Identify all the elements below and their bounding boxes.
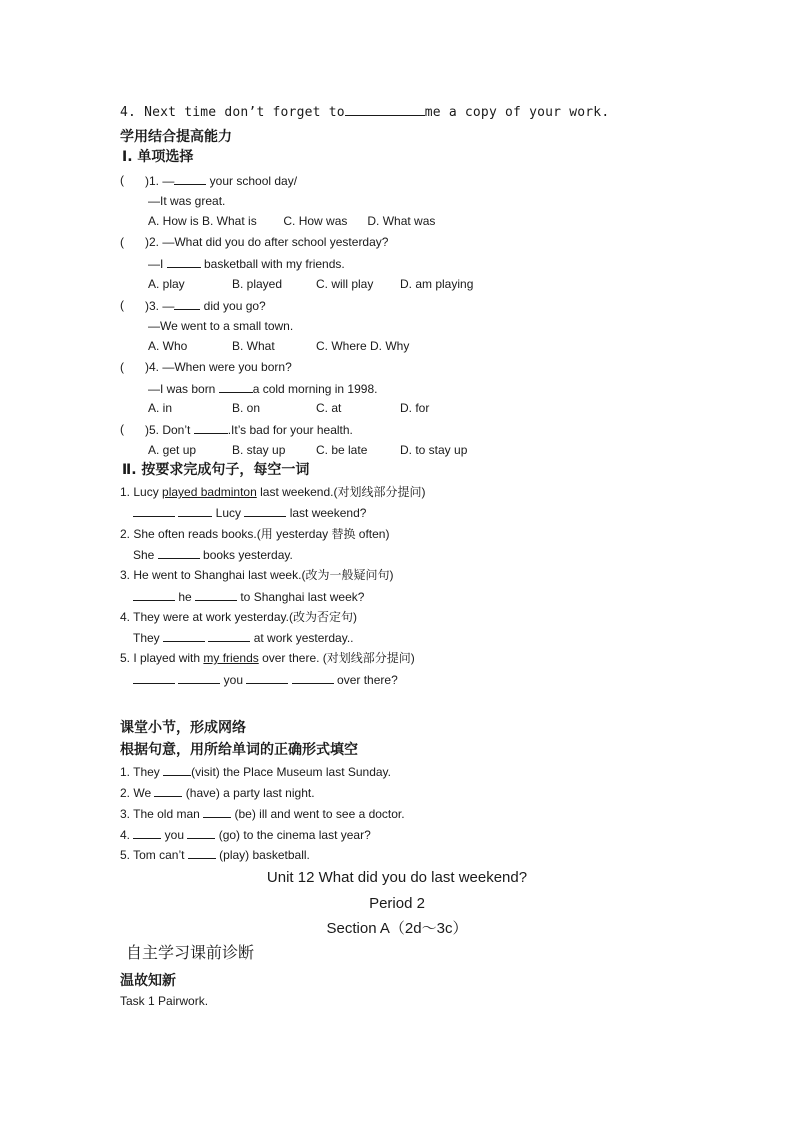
q5-option-a: A. get up bbox=[148, 443, 197, 457]
q2-option-d: D. am playing bbox=[400, 277, 474, 291]
q5-line: )5. Don’t .It’s bad for your health. bbox=[145, 423, 353, 437]
q3-option-c: C. Where D. Why bbox=[316, 339, 410, 353]
q5-option-c: C. be late bbox=[316, 443, 368, 457]
q1-line: )1. — your school day/ bbox=[145, 174, 298, 188]
q2-answer: —I basketball with my friends. bbox=[148, 257, 345, 271]
answer-blank[interactable] bbox=[154, 784, 182, 797]
q3-option-a: A. Who bbox=[148, 339, 188, 353]
answer-blank[interactable] bbox=[345, 103, 425, 116]
answer-blank[interactable] bbox=[246, 671, 288, 684]
q1-options: A. How is B. What is C. How was D. What was bbox=[148, 214, 436, 228]
part2-title: Ⅱ. 按要求完成句子，每空一词 bbox=[122, 462, 310, 478]
answer-blank[interactable] bbox=[167, 255, 201, 268]
answer-blank[interactable] bbox=[178, 504, 212, 517]
answer-blank[interactable] bbox=[187, 826, 215, 839]
answer-blank[interactable] bbox=[195, 588, 237, 601]
answer-blank[interactable] bbox=[174, 172, 206, 185]
s4-prompt: 4. They were at work yesterday.(改为否定句) bbox=[120, 610, 357, 624]
q5-option-d: D. to stay up bbox=[400, 443, 468, 457]
s3-rewrite: he to Shanghai last week? bbox=[133, 588, 364, 605]
top-item-suffix: me a copy of your work. bbox=[424, 105, 610, 120]
self-study-heading: 自主学习课前诊断 bbox=[126, 943, 255, 962]
answer-blank[interactable] bbox=[208, 629, 250, 642]
answer-blank[interactable] bbox=[203, 805, 231, 818]
fill-3: 3. The old man (be) ill and went to see a doctor. bbox=[120, 807, 405, 821]
q2-question: )2. —What did you do after school yesterday? bbox=[145, 235, 389, 249]
answer-blank[interactable] bbox=[292, 671, 334, 684]
answer-blank[interactable] bbox=[244, 504, 286, 517]
paren: ( bbox=[120, 298, 124, 312]
paren: ( bbox=[120, 360, 124, 374]
q4-option-d: D. for bbox=[400, 401, 430, 415]
s3-prompt: 3. He went to Shanghai last week.(改为一般疑问句) bbox=[120, 568, 394, 582]
top-item-prefix: 4. Next time don’t forget to bbox=[120, 105, 345, 120]
paren: ( bbox=[120, 173, 124, 187]
s5-rewrite: you over there? bbox=[133, 671, 398, 688]
q4-option-c: C. at bbox=[316, 401, 342, 415]
q2-option-a: A. play bbox=[148, 277, 185, 291]
part1-title: Ⅰ. 单项选择 bbox=[122, 149, 194, 165]
summary-subtitle: 根据句意，用所给单词的正确形式填空 bbox=[120, 742, 358, 758]
paren: ( bbox=[120, 422, 124, 436]
answer-blank[interactable] bbox=[194, 421, 228, 434]
answer-blank[interactable] bbox=[219, 380, 253, 393]
answer-blank[interactable] bbox=[133, 826, 161, 839]
s4-rewrite: They at work yesterday.. bbox=[133, 631, 354, 645]
answer-blank[interactable] bbox=[188, 846, 216, 859]
q3-line: )3. — did you go? bbox=[145, 299, 266, 313]
q4-option-b: B. on bbox=[232, 401, 261, 415]
fill-2: 2. We (have) a party last night. bbox=[120, 786, 315, 800]
answer-blank[interactable] bbox=[133, 671, 175, 684]
q3-option-b: B. What bbox=[232, 339, 275, 353]
q2-option-c: C. will play bbox=[316, 277, 374, 291]
task-line: Task 1 Pairwork. bbox=[120, 994, 209, 1008]
review-heading: 温故知新 bbox=[120, 973, 176, 989]
fill-5: 5. Tom can’t (play) basketball. bbox=[120, 848, 310, 862]
s1-rewrite: Lucy last weekend? bbox=[133, 504, 366, 521]
unit-title: Unit 12 What did you do last weekend? bbox=[266, 869, 528, 886]
q3-answer: —We went to a small town. bbox=[148, 319, 294, 333]
section-title: Section A（2d～3c） bbox=[326, 920, 468, 937]
q1-answer: —It was great. bbox=[148, 194, 226, 208]
period-title: Period 2 bbox=[369, 895, 425, 912]
underlined-phrase: played badminton bbox=[162, 485, 257, 499]
q4-question: )4. —When were you born? bbox=[145, 360, 292, 374]
answer-blank[interactable] bbox=[133, 504, 175, 517]
fill-1: 1. They (visit) the Place Museum last Sunday. bbox=[120, 765, 391, 779]
s2-prompt: 2. She often reads books.(用 yesterday 替换 often) bbox=[120, 527, 390, 541]
section-heading-use: 学用结合提高能力 bbox=[120, 129, 232, 145]
answer-blank[interactable] bbox=[158, 546, 200, 559]
s2-rewrite: She books yesterday. bbox=[133, 548, 293, 562]
top-item bbox=[120, 103, 609, 121]
s5-prompt: 5. I played with my friends over there. (对划线部分提问) bbox=[120, 651, 415, 665]
underlined-phrase: my friends bbox=[203, 651, 259, 665]
s1-prompt: 1. Lucy played badminton last weekend.(对划线部分提问) bbox=[120, 485, 426, 499]
q4-option-a: A. in bbox=[148, 401, 173, 415]
q5-option-b: B. stay up bbox=[232, 443, 286, 457]
answer-blank[interactable] bbox=[163, 629, 205, 642]
paren: ( bbox=[120, 235, 124, 249]
answer-blank[interactable] bbox=[133, 588, 175, 601]
answer-blank[interactable] bbox=[178, 671, 220, 684]
answer-blank[interactable] bbox=[163, 763, 191, 776]
fill-4: 4. you (go) to the cinema last year? bbox=[120, 828, 371, 842]
answer-blank[interactable] bbox=[174, 297, 200, 310]
summary-title: 课堂小节，形成网络 bbox=[120, 720, 246, 736]
q4-answer: —I was born a cold morning in 1998. bbox=[148, 382, 378, 396]
q2-option-b: B. played bbox=[232, 277, 283, 291]
